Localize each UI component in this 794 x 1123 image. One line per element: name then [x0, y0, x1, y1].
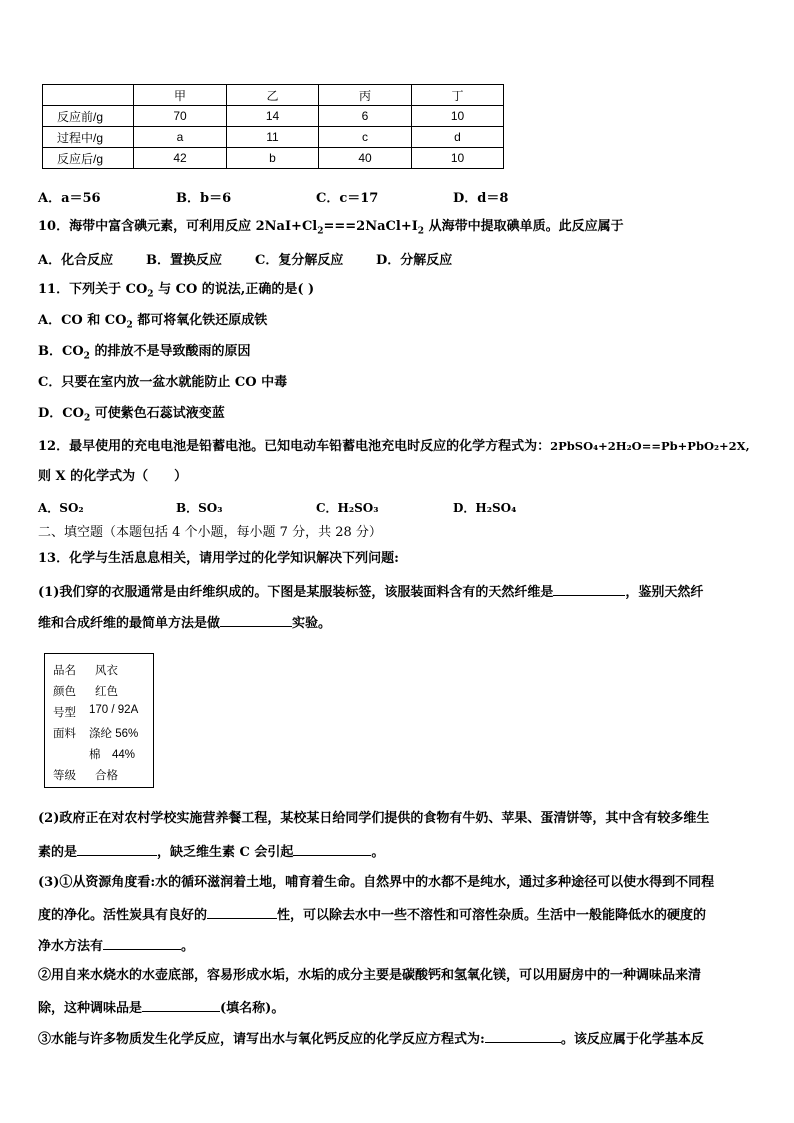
table-row [43, 106, 504, 127]
answer-blank[interactable] [103, 936, 181, 950]
q10-option-b: B．置换反应 [146, 253, 222, 268]
q12-option-b: B．SO₃ [176, 501, 223, 515]
q13-part1-text-b: ，鉴别天然纤 [625, 585, 704, 600]
table-header-cell [43, 85, 134, 106]
q12-stem-text: 12．最早使用的充电电池是铅蓄电池。已知电动车铅蓄电池充电时反应的化学方程式为： [38, 439, 551, 454]
label-value: 棉 44% [89, 749, 136, 761]
table-row [43, 148, 504, 169]
q13-part3-text-e: 。 [181, 939, 195, 954]
q13-part4-line-2 [38, 998, 284, 1018]
q10-stem-text-1: 10．海带中富含碘元素，可利用反应 2NaI+Cl [38, 219, 318, 234]
q12-stem-line-2: 则 X 的化学式为（ ） [38, 469, 188, 484]
q13-part1-line-1 [38, 582, 703, 602]
q13-stem: 13．化学与生活息息相关，请用学过的化学知识解决下列问题: [38, 551, 399, 566]
q12-equation: 2PbSO₄+2H₂O==Pb+PbO₂+2X, [550, 439, 750, 453]
q10-option-a: A．化合反应 [38, 253, 114, 268]
table-cell: 40 [319, 148, 412, 169]
label-value: 风衣 [95, 665, 118, 677]
q13-part3-text-d: 净水方法有 [38, 939, 104, 954]
clothing-label [44, 653, 154, 788]
q10-stem: 10．海带中富含碘元素，可利用反应 $2NaI+Cl_2===2NaCl+I_2$ 从海带中提取碘单质。此反应属于 [38, 219, 624, 237]
q10-stem-text-2: ===2NaCl+I [323, 219, 418, 234]
q13-part3-text-c: 性，可以除去水中一些不溶性和可溶性杂质。生活中一般能降低水的硬度的 [277, 908, 707, 923]
q11-option-c: C．只要在室内放一盆水就能防止 CO 中毒 [38, 375, 288, 390]
q12-option-a: A．SO₂ [38, 501, 84, 515]
q13-part5-line-1 [38, 1029, 704, 1049]
label-key: 颜色 [53, 686, 76, 698]
answer-blank[interactable] [293, 842, 371, 856]
q13-part3-text-b: 度的净化。活性炭具有良好的 [38, 908, 208, 923]
table-cell: 11 [227, 127, 319, 148]
q9-option-d: D．d＝8 [453, 191, 509, 206]
q10-option-c: C．复分解反应 [255, 253, 344, 268]
label-value: 170 / 92A [89, 704, 139, 716]
label-value: 红色 [95, 686, 118, 698]
q13-part3-line-3 [38, 936, 194, 956]
table-cell: c [319, 127, 412, 148]
q13-part4-text-c: (填名称)。 [220, 1001, 285, 1016]
table-cell: 反应后/g [43, 148, 134, 169]
q13-part2-line-1: (2)政府正在对农村学校实施营养餐工程，某校某日给同学们提供的食物有牛奶、苹果、蛋清饼等，其中含有较多维生 [38, 811, 710, 826]
q13-part2-text-c: ，缺乏维生素 C 会引起 [157, 845, 294, 860]
q11-option-a: A．CO 和 $CO_2$ 都可将氧化铁还原成铁 [38, 313, 268, 331]
q13-part3-line-1: (3)①从资源角度看:水的循环滋润着土地，哺育着生命。自然界中的水都不是纯水，通过多种途径可以使水得到不同程 [38, 875, 715, 890]
q13-part2-line-2 [38, 842, 384, 862]
q9-option-b: B．b＝6 [176, 191, 232, 206]
q11-option-b: B．$CO_2$ 的排放不是导致酸雨的原因 [38, 344, 251, 362]
q12-option-c: C．H₂SO₃ [316, 501, 379, 515]
q11-option-d-text-1: D．CO [38, 406, 84, 421]
reaction-mass-table [42, 84, 504, 169]
table-cell: 6 [319, 106, 412, 127]
q12-option-d: D．H₂SO₄ [453, 501, 517, 515]
table-header-cell: 乙 [227, 85, 319, 106]
table-header-cell: 甲 [134, 85, 227, 106]
answer-blank[interactable] [485, 1029, 561, 1043]
q13-part5-text-b: 。该反应属于化学基本反 [560, 1032, 704, 1047]
label-key: 品名 [53, 665, 76, 677]
q13-part2-text-b: 素的是 [38, 845, 78, 860]
q13-part1-line-2 [38, 613, 331, 633]
q11-option-a-text-2: 都可将氧化铁还原成铁 [132, 313, 268, 328]
q13-part1-text-a: (1)我们穿的衣服通常是由纤维织成的。下图是某服装标签，该服装面料含有的天然纤维是 [38, 585, 554, 600]
q11-option-a-text-1: A．CO 和 CO [38, 313, 127, 328]
q9-option-a: A．a＝56 [38, 191, 101, 206]
q11-option-b-text-1: B．CO [38, 344, 84, 359]
table-cell: a [134, 127, 227, 148]
section-heading: 二、填空题（本题包括 4 个小题，每小题 7 分，共 28 分） [38, 525, 382, 540]
label-key: 面料 [53, 728, 76, 740]
table-header-cell: 丙 [319, 85, 412, 106]
q10-option-d: D．分解反应 [376, 253, 453, 268]
table-cell: 反应前/g [43, 106, 134, 127]
table-header-cell: 丁 [412, 85, 504, 106]
q11-option-d: D．$CO_2$ 可使紫色石蕊试液变蓝 [38, 406, 225, 424]
answer-blank[interactable] [77, 842, 157, 856]
answer-blank[interactable] [207, 905, 277, 919]
label-value: 涤纶 56% [89, 728, 139, 740]
answer-blank[interactable] [220, 613, 292, 627]
table-cell: 70 [134, 106, 227, 127]
q12-stem-line-1 [38, 437, 750, 456]
q13-part4-text-b: 除，这种调味品是 [38, 1001, 143, 1016]
q11-stem-text-2: 与 CO 的说法,正确的是( ) [153, 282, 315, 297]
table-cell: 过程中/g [43, 127, 134, 148]
table-cell: b [227, 148, 319, 169]
table-cell: 10 [412, 148, 504, 169]
q10-stem-text-3: 从海带中提取碘单质。此反应属于 [424, 219, 624, 234]
q13-part3-line-2 [38, 905, 706, 925]
q11-option-d-text-2: 可使紫色石蕊试液变蓝 [90, 406, 225, 421]
label-key: 等级 [53, 770, 76, 782]
q11-stem-text-1: 11．下列关于 CO [38, 282, 148, 297]
table-cell: 42 [134, 148, 227, 169]
q13-part1-text-d: 实验。 [292, 616, 332, 631]
q11-option-b-text-2: 的排放不是导致酸雨的原因 [89, 344, 251, 359]
label-key: 号型 [53, 707, 76, 719]
q13-part5-text-a: ③水能与许多物质发生化学反应，请写出水与氧化钙反应的化学反应方程式为: [38, 1032, 485, 1047]
table-cell: 14 [227, 106, 319, 127]
q13-part1-text-c: 维和合成纤维的最简单方法是做 [38, 616, 221, 631]
q11-stem: 11．下列关于 $CO_2$ 与 CO 的说法,正确的是( ) [38, 282, 315, 300]
answer-blank[interactable] [142, 998, 220, 1012]
q13-part2-text-d: 。 [371, 845, 385, 860]
table-header-row [43, 85, 504, 106]
label-value: 合格 [95, 770, 118, 782]
table-cell: d [412, 127, 504, 148]
table-cell: 10 [412, 106, 504, 127]
q13-part4-line-1: ②用自来水烧水的水壶底部，容易形成水垢，水垢的成分主要是碳酸钙和氢氧化镁，可以用厨房中的一种调味品来清 [38, 968, 702, 983]
table-row [43, 127, 504, 148]
q9-option-c: C．c＝17 [316, 191, 379, 206]
answer-blank[interactable] [553, 582, 625, 596]
